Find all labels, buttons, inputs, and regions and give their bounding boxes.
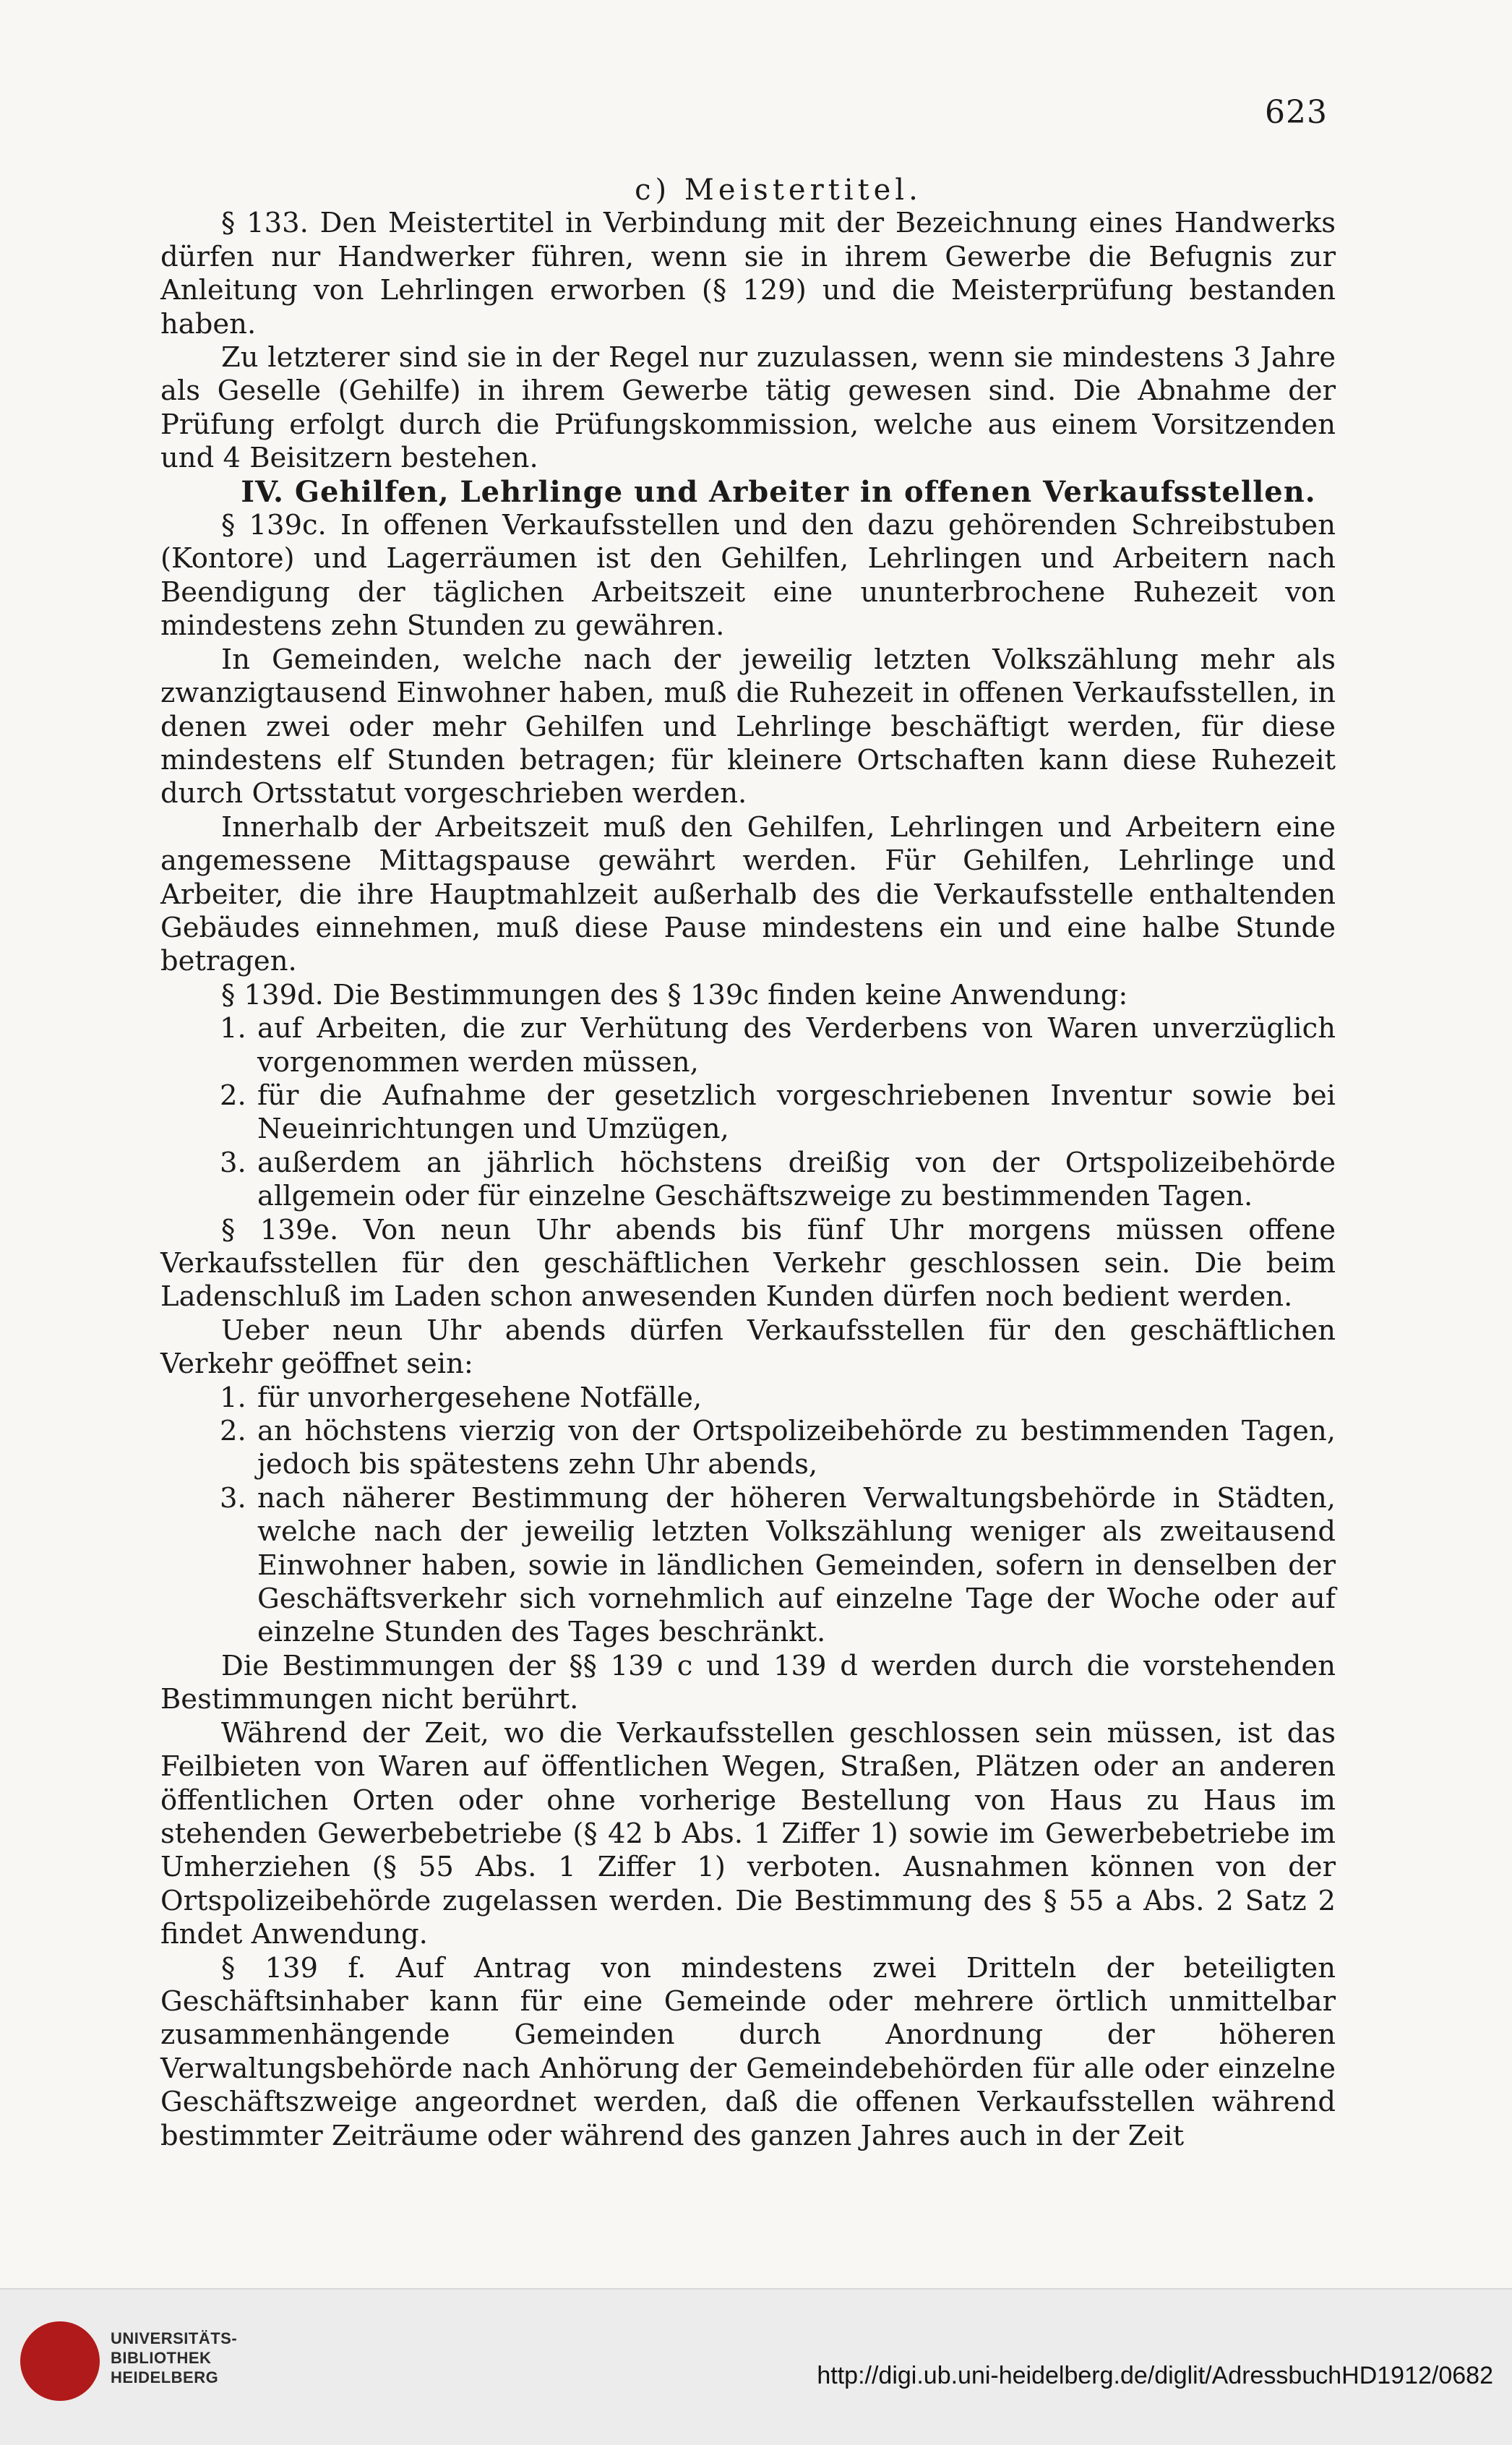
paragraph-139e-3: Die Bestimmungen der §§ 139 c und 139 d werden durch die vorstehenden Bestimmungen nicht berührt. bbox=[160, 1649, 1336, 1716]
paragraph-139e-4: Während der Zeit, wo die Verkaufsstellen geschlossen sein müssen, ist das Feilbieten von Waren auf öffentlichen Wegen, Straßen, Plätzen oder an anderen öffentlichen Orten oder ohne vorherige Bestellung von Haus zu Haus im stehenden Gewerbebetriebe (§ 42 b Abs. 1 Ziffer 1) sowie im Gewerbebetriebe im Umherziehen (§ 55 Abs. 1 Ziffer 1) verboten. Ausnahmen können von der Ortspolizeibehörde zugelassen werden. Die Bestimmung des § 55 a Abs. 2 Satz 2 findet Anwendung. bbox=[160, 1716, 1336, 1951]
paragraph-139e: § 139e. Von neun Uhr abends bis fünf Uhr morgens müssen offene Verkaufsstellen für den geschäftlichen Verkehr geschlossen sein. Die beim Ladenschluß im Laden schon anwesenden Kunden dürfen noch bedient werden. bbox=[160, 1213, 1336, 1314]
library-logo[interactable] bbox=[20, 2318, 244, 2412]
list-item: 3. außerdem an jährlich höchstens dreißig von der Ortspolizeibehörde allgemein oder für einzelne Geschäftszweige zu bestimmenden Tagen. bbox=[220, 1146, 1336, 1213]
paragraph-139d: § 139d. Die Bestimmungen des § 139c finden keine Anwendung: bbox=[221, 978, 1128, 1011]
section-subheading: IV. Gehilfen, Lehrlinge und Arbeiter in offenen Verkaufsstellen. bbox=[241, 474, 1316, 509]
library-name: UNIVERSITÄTS- BIBLIOTHEK HEIDELBERG bbox=[111, 2329, 238, 2386]
paragraph-133-b: Zu letzterer sind sie in der Regel nur zuzulassen, wenn sie mindestens 3 Jahre als Geselle (Gehilfe) in ihrem Gewerbe tätig gewesen sind. Die Abnahme der Prüfung erfolgt durch die Prüfungskommission, welche aus einem Vorsitzenden und 4 Beisitzern bestehen. bbox=[160, 341, 1336, 475]
page-number: 623 bbox=[1265, 94, 1328, 131]
paragraph-139e-2: Ueber neun Uhr abends dürfen Verkaufsstellen für den geschäftlichen Verkehr geöffnet sein: bbox=[160, 1314, 1336, 1381]
list-139d bbox=[160, 1012, 1336, 1213]
list-139e bbox=[160, 1382, 1336, 1650]
list-item: 2. für die Aufnahme der gesetzlich vorgeschriebenen Inventur sowie bei Neueinrichtungen und Umzügen, bbox=[220, 1079, 1336, 1146]
document-body bbox=[160, 174, 1336, 2153]
paragraph-139f: § 139 f. Auf Antrag von mindestens zwei Dritteln der beteiligten Geschäftsinhaber kann für eine Gemeinde oder mehrere örtlich unmittelbar zusammenhängende Gemeinden durch Anordnung der höheren Verwaltungsbehörde nach Anhörung der Gemeindebehörden für alle oder einzelne Geschäftszweige angeordnet werden, daß die offenen Verkaufsstellen während bestimmter Zeiträume oder während des ganzen Jahres auch in der Zeit bbox=[160, 1951, 1336, 2152]
list-item: 1. auf Arbeiten, die zur Verhütung des Verderbens von Waren unverzüglich vorgenommen werden müssen, bbox=[220, 1012, 1336, 1079]
source-url-link[interactable]: http://digi.ub.uni-heidelberg.de/diglit/AdressbuchHD1912/0682 bbox=[817, 2362, 1493, 2389]
list-item: 2. an höchstens vierzig von der Ortspolizeibehörde zu bestimmenden Tagen, jedoch bis spätestens zehn Uhr abends, bbox=[220, 1415, 1336, 1481]
section-heading: c) Meistertitel. bbox=[635, 174, 922, 207]
paragraph-139c-3: Innerhalb der Arbeitszeit muß den Gehilfen, Lehrlingen und Arbeitern eine angemessene Mittagspause gewährt werden. Für Gehilfen, Lehrlinge und Arbeiter, die ihre Hauptmahlzeit außerhalb des die Verkaufsstelle enthaltenden Gebäudes einnehmen, muß diese Pause mindestens ein und eine halbe Stunde betragen. bbox=[160, 810, 1336, 978]
paragraph-139c-2: In Gemeinden, welche nach der jeweilig letzten Volkszählung mehr als zwanzigtausend Einwohner haben, muß die Ruhezeit in offenen Verkaufsstellen, in denen zwei oder mehr Gehilfen und Lehrlinge beschäftigt werden, für diese mindestens elf Stunden betragen; für kleinere Ortschaften kann diese Ruhezeit durch Ortsstatut vorgeschrieben werden. bbox=[160, 643, 1336, 810]
list-item: 1. für unvorhergesehene Notfälle, bbox=[220, 1381, 703, 1414]
seal-icon bbox=[20, 2321, 100, 2401]
paragraph-139c: § 139c. In offenen Verkaufsstellen und den dazu gehörenden Schreibstuben (Kontore) und Lagerräumen ist den Gehilfen, Lehrlingen und Arbeitern nach Beendigung der täglichen Arbeitszeit eine ununterbrochene Ruhezeit von mindestens zehn Stunden zu gewähren. bbox=[160, 509, 1336, 643]
footer-bar bbox=[0, 2288, 1512, 2445]
paragraph-133: § 133. Den Meistertitel in Verbindung mit der Bezeichnung eines Handwerks dürfen nur Handwerker führen, wenn sie in ihrem Gewerbe die Befugnis zur Anleitung von Lehrlingen erworben (§ 129) und die Meisterprüfung bestanden haben. bbox=[160, 207, 1336, 341]
list-item: 3. nach näherer Bestimmung der höheren Verwaltungsbehörde in Städten, welche nach der jeweilig letzten Volkszählung weniger als zweitausend Einwohner haben, sowie in ländlichen Gemeinden, sofern in denselben der Geschäftsverkehr sich vornehmlich auf einzelne Tage der Woche oder auf einzelne Stunden des Tages beschränkt. bbox=[220, 1481, 1336, 1649]
